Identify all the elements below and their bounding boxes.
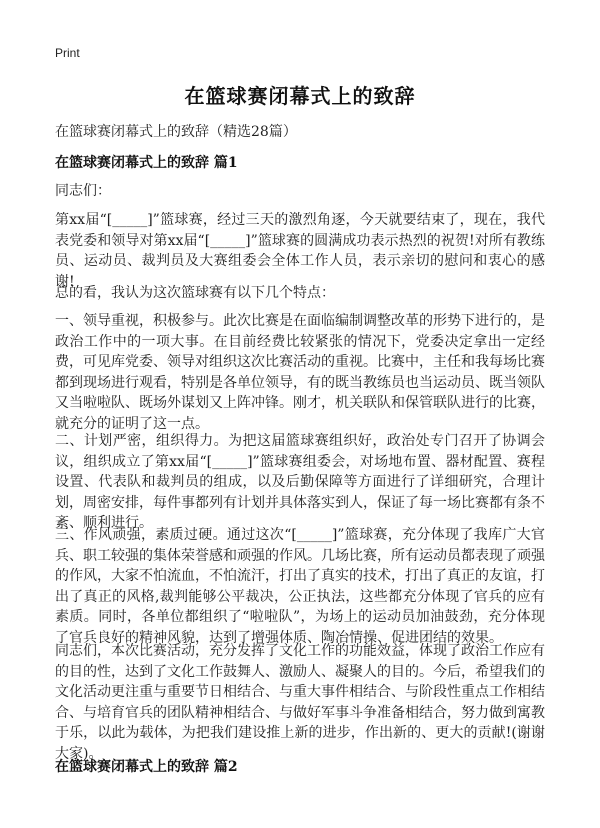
section-heading-2: 在篮球赛闭幕式上的致辞 篇2 [55,759,238,775]
print-label[interactable]: Print [55,46,80,60]
paragraph-point-three: 三、作风顽强，素质过硬。通过这次“[_____]”篮球赛，充分体现了我库广大官兵、职工较强的集体荣誉感和顽强的作风。几场比赛，所有运动员都表现了顽强的作风，大家不怕流血，不怕流汗，打出了真实的技术，打出了真正的友谊，打出了真正的风格,裁判能够公平裁决，公正执法，这些都充分体现了官兵的应有素质。同时，各单位都组织了“啦啦队”，为场上的运动员加油鼓劲，充分体现了官兵良好的精神风貌，达到了增强体质、陶冶情操、促进团结的效果。 [55,527,545,646]
salutation: 同志们： [55,183,111,199]
paragraph-opening: 第xx届“[_____]”篮球赛，经过三天的激烈角逐，今天就要结束了，现在，我代表党委和领导对第xx届“[_____]”篮球赛的圆满成功表示热烈的祝贺!对所有教练员、运动员、裁判员及大赛组委会全体工作人员，表示亲切的慰问和衷心的感谢! [55,212,545,290]
document-subtitle: 在篮球赛闭幕式上的致辞（精选28篇） [55,124,297,140]
paragraph-point-two: 二、计划严密，组织得力。为把这届篮球赛组织好，政治处专门召开了协调会议，组织成立了第xx届“[_____]”篮球赛组委会，对场地布置、器材配置、赛程设置、代表队和裁判员的组成，以及后勤保障等方面进行了详细研究，合理计划，周密安排，每件事都列有计划并具体落实到人，保证了每一场比赛都有条不紊、顺利进行。 [55,433,545,531]
section-heading-1: 在篮球赛闭幕式上的致辞 篇1 [55,155,238,171]
paragraph-summary: 总的看，我认为这次篮球赛有以下几个特点： [55,285,335,301]
paragraph-point-one: 一、领导重视，积极参与。此次比赛是在面临编制调整改革的形势下进行的，是政治工作中的一项大事。在目前经费比较紧张的情况下，党委决定拿出一定经费，可见库党委、领导对组织这次比赛活动的重视。比赛中，主任和我每场比赛都到现场进行观看，特别是各单位领导，有的既当教练员也当运动员、既当领队又当啦啦队、既场外谋划又上阵冲锋。刚才，机关联队和保管联队进行的比赛，就充分的证明了这一点。 [55,313,545,432]
paragraph-closing: 同志们，本次比赛活动，充分发挥了文化工作的功能效益，体现了政治工作应有的目的性，达到了文化工作鼓舞人、激励人、凝聚人的目的。今后，希望我们的文化活动更注重与重要节日相结合、与重大事件相结合、与阶段性重点工作相结合、与培育官兵的团队精神相结合、与做好军事斗争准备相结合，努力做到寓教于乐，以此为载体，为把我们建设推上新的进步，作出新的、更大的贡献!(谢谢大家)。 [55,643,545,762]
page-title: 在篮球赛闭幕式上的致辞 [184,84,416,108]
